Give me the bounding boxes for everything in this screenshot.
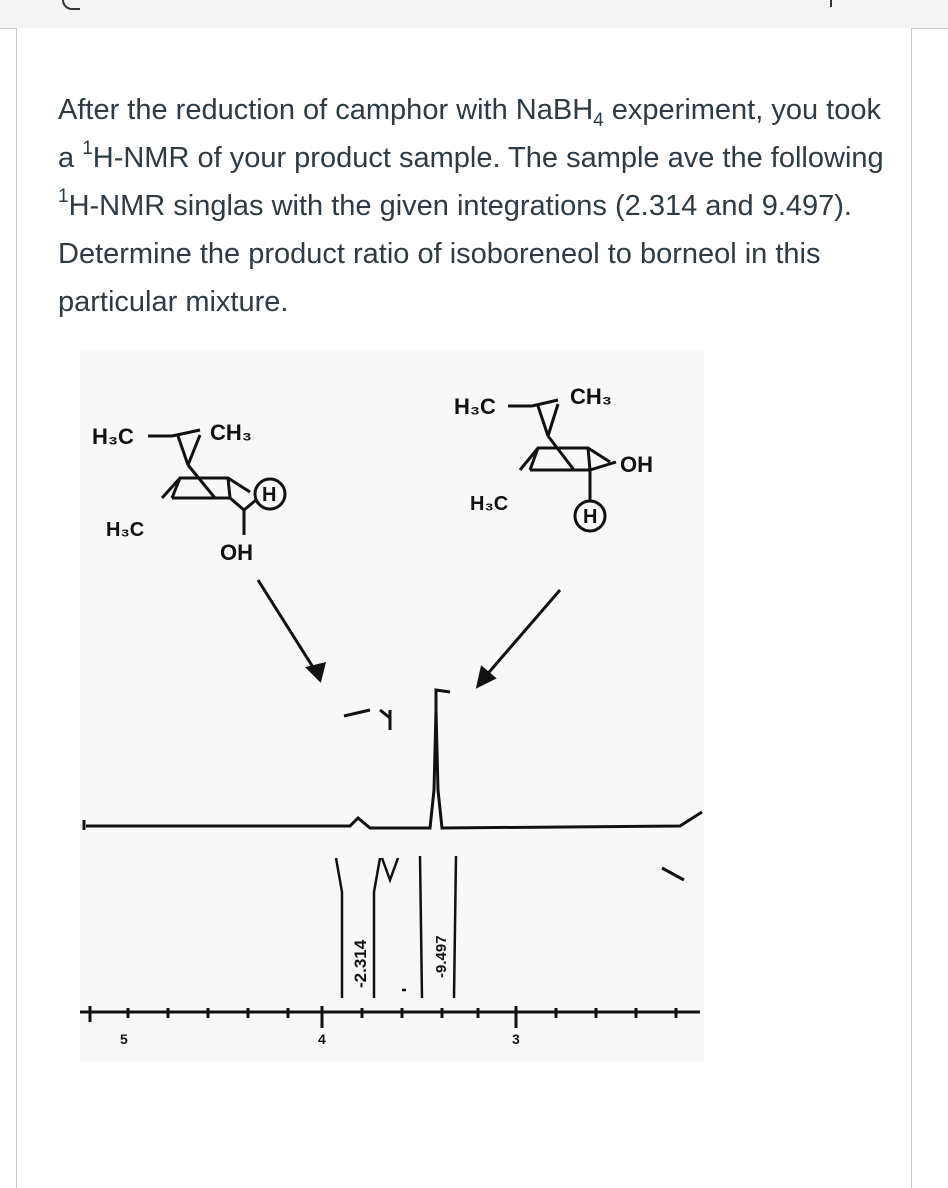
question-text (58, 86, 888, 326)
right-h-circle: H (583, 506, 598, 528)
axis-label-4: 4 (318, 1031, 326, 1047)
axis-label-3: 3 (512, 1031, 520, 1047)
nmr-figure (80, 350, 704, 1062)
question-text-part3: H-NMR of your product sample. The sample ave the following (92, 142, 884, 174)
left-h-circle: H (262, 484, 277, 506)
question-text-part4: H-NMR singlas with the given integrations (2.314 and 9.497). Determine the product ratio of isoboreneol to borneol in this particular mixture. (58, 190, 852, 318)
right-molecule (508, 400, 616, 531)
superscript-1b: 1 (58, 186, 69, 208)
question-text-part1: After the reduction of camphor with NaBH (58, 94, 594, 126)
top-bar (0, 0, 948, 29)
integration-value-2: -9.497 (433, 935, 450, 978)
integration-value-1: -2.314 (351, 939, 370, 988)
ppm-axis (80, 1006, 700, 1028)
axis-label-5: 5 (120, 1031, 128, 1047)
right-oh: OH (620, 452, 653, 477)
partial-glyph-left (62, 0, 80, 10)
left-h3c-bridge: H₃C (106, 519, 145, 541)
superscript-1: 1 (82, 138, 93, 160)
right-ch3-top: CH₃ (570, 384, 612, 409)
left-molecule (148, 430, 285, 535)
partial-glyph-right (830, 0, 832, 7)
nmr-spectrum (84, 690, 702, 880)
left-h3c-top: H₃C (92, 424, 134, 449)
subscript-4: 4 (593, 109, 604, 131)
nmr-figure-svg (80, 350, 704, 1062)
left-oh: OH (220, 540, 253, 565)
right-h3c-bridge: H₃C (470, 493, 509, 515)
right-h3c-top: H₃C (454, 394, 496, 419)
arrows (258, 580, 560, 686)
left-ch3-top: CH₃ (210, 420, 252, 445)
question-text-part2: experiment, you took a (58, 94, 881, 174)
